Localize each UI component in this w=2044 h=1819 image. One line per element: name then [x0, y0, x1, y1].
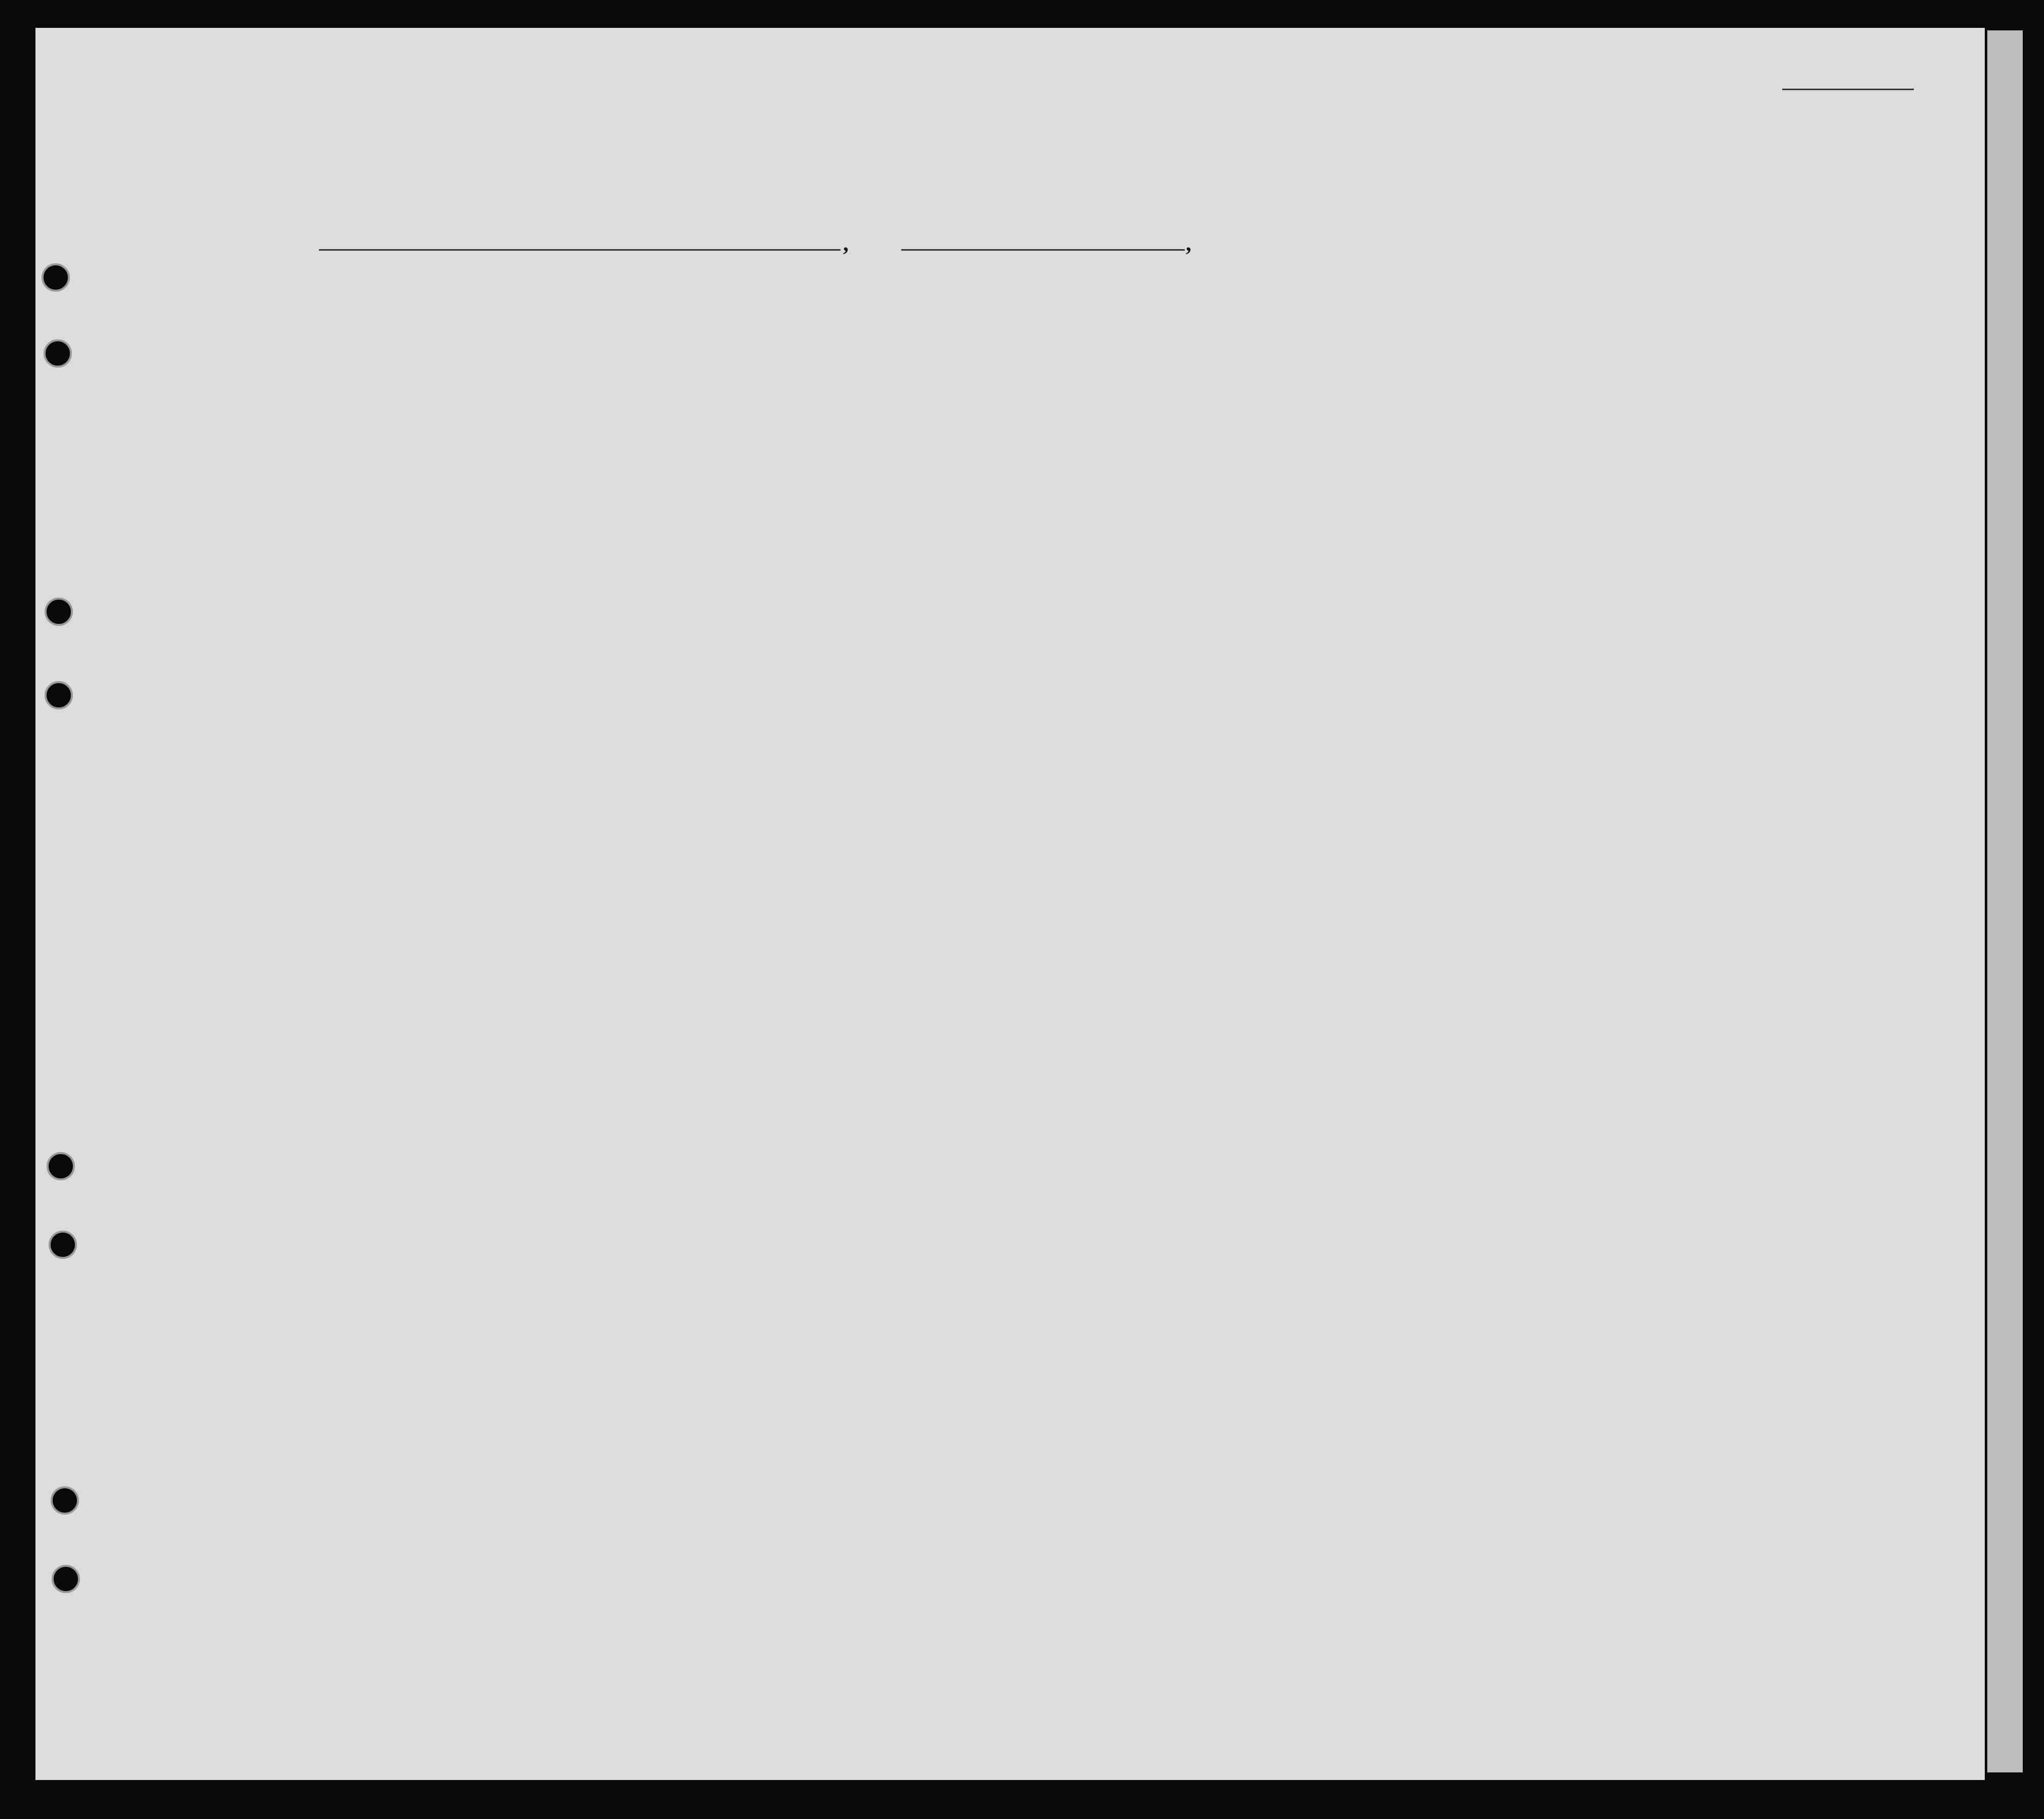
- comma: ,: [843, 231, 849, 256]
- header-purpose-b: [1187, 319, 1203, 430]
- header-contract: [1423, 311, 1453, 430]
- header-overthrow: [1372, 311, 1402, 430]
- header-purpose-a: [1127, 311, 1157, 430]
- header-prison: [1291, 311, 1314, 430]
- header-deported: [1476, 311, 1499, 430]
- comma: ,: [1186, 231, 1191, 256]
- header-purpose-c: [1259, 319, 1274, 430]
